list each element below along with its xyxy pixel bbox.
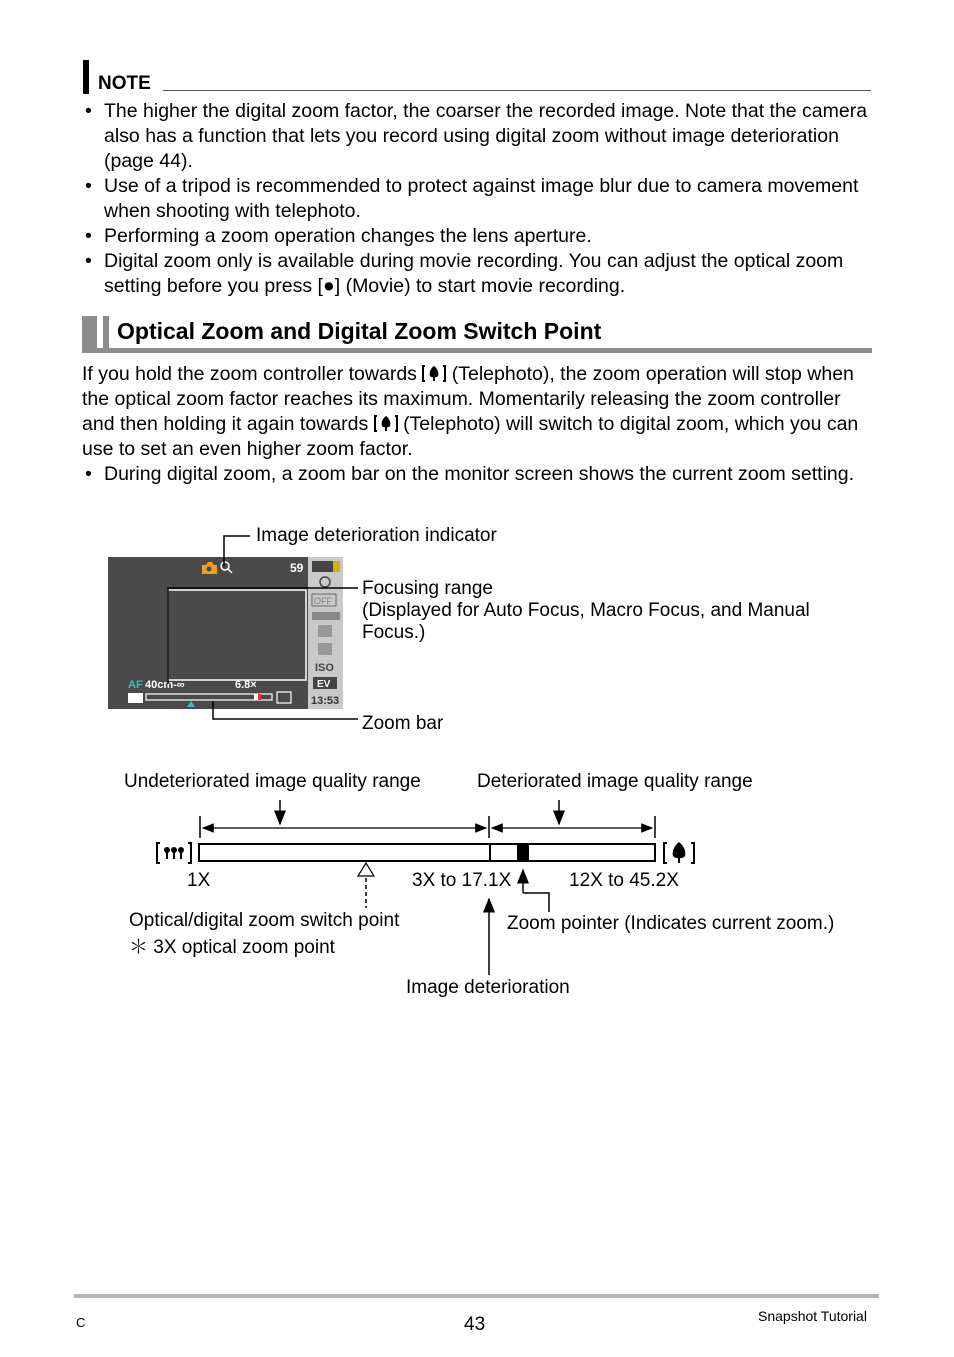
ev-indicator: EV (317, 679, 331, 690)
image-deterioration-label: Image deterioration (406, 977, 570, 998)
tick-1x: 1X (187, 870, 211, 891)
focus-range-readout: 40cm-∞ (145, 679, 185, 691)
note-bullet: • The higher the digital zoom factor, the coarser the recorded image. Note that the camera also has a function that lets you record using digital zoom without image deterioration (page 44). (82, 99, 872, 174)
shots-remaining: 59 (290, 561, 304, 575)
switch-point-triangle (358, 863, 374, 876)
telephoto-diagram-icon (664, 842, 694, 863)
para-text: If you hold the zoom controller towards (82, 363, 417, 385)
zoom-pointer (517, 844, 529, 861)
tick-high-range: 12X to 45.2X (569, 870, 679, 891)
para-text: (Telephoto), the zoom operation will stop when the optical zoom factor reaches its maximum. Momentarily releasing the zoom controller and then holding it again towards (82, 363, 854, 435)
note-bullet: • Digital zoom only is available during movie recording. You can adjust the optical zoom setting before you press [●] (Movie) to start movie recording. (82, 249, 872, 299)
focusing-range-note: Focus.) (362, 622, 426, 643)
iso-indicator: ISO (315, 662, 334, 674)
focusing-range-label: Focusing range (362, 578, 493, 599)
wide-angle-icon (157, 843, 191, 863)
footer-section-name: Snapshot Tutorial (758, 1308, 867, 1324)
page-number: 43 (464, 1314, 486, 1335)
clock-time: 13:53 (311, 695, 340, 707)
deterioration-indicator-label: Image deterioration indicator (256, 525, 497, 546)
zoom-pointer-label: Zoom pointer (Indicates current zoom.) (507, 913, 835, 934)
section-bullet: • During digital zoom, a zoom bar on the monitor screen shows the current zoom setting. (82, 462, 872, 487)
footer-language-code: C (76, 1315, 86, 1330)
zoom-bar (199, 844, 655, 861)
para-text: (Telephoto) will switch to digital zoom, which you can use to set an even higher zoom factor. (82, 413, 859, 460)
zoom-factor-readout: 6.8× (235, 679, 257, 691)
footer-rule (74, 1294, 879, 1298)
note-label: NOTE (98, 73, 151, 94)
note-bullet: • Performing a zoom operation changes the lens aperture. (82, 224, 872, 249)
note-bullet: • Use of a tripod is recommended to protect against image blur due to camera movement when shooting with telephoto. (82, 174, 872, 224)
af-indicator: AF (128, 679, 143, 691)
focusing-range-note: (Displayed for Auto Focus, Macro Focus, and Manual (362, 600, 810, 621)
off-indicator: OFF (314, 596, 332, 606)
deteriorated-range-label: Deteriorated image quality range (477, 771, 753, 792)
zoom-bar-label: Zoom bar (362, 713, 444, 734)
section-title: Optical Zoom and Digital Zoom Switch Point (117, 318, 602, 344)
undeteriorated-range-label: Undeteriorated image quality range (124, 771, 421, 792)
switch-point-note: ＊ 3X optical zoom point (129, 937, 335, 958)
switch-point-label: Optical/digital zoom switch point (129, 910, 400, 931)
tick-mid-range: 3X to 17.1X (412, 870, 512, 891)
